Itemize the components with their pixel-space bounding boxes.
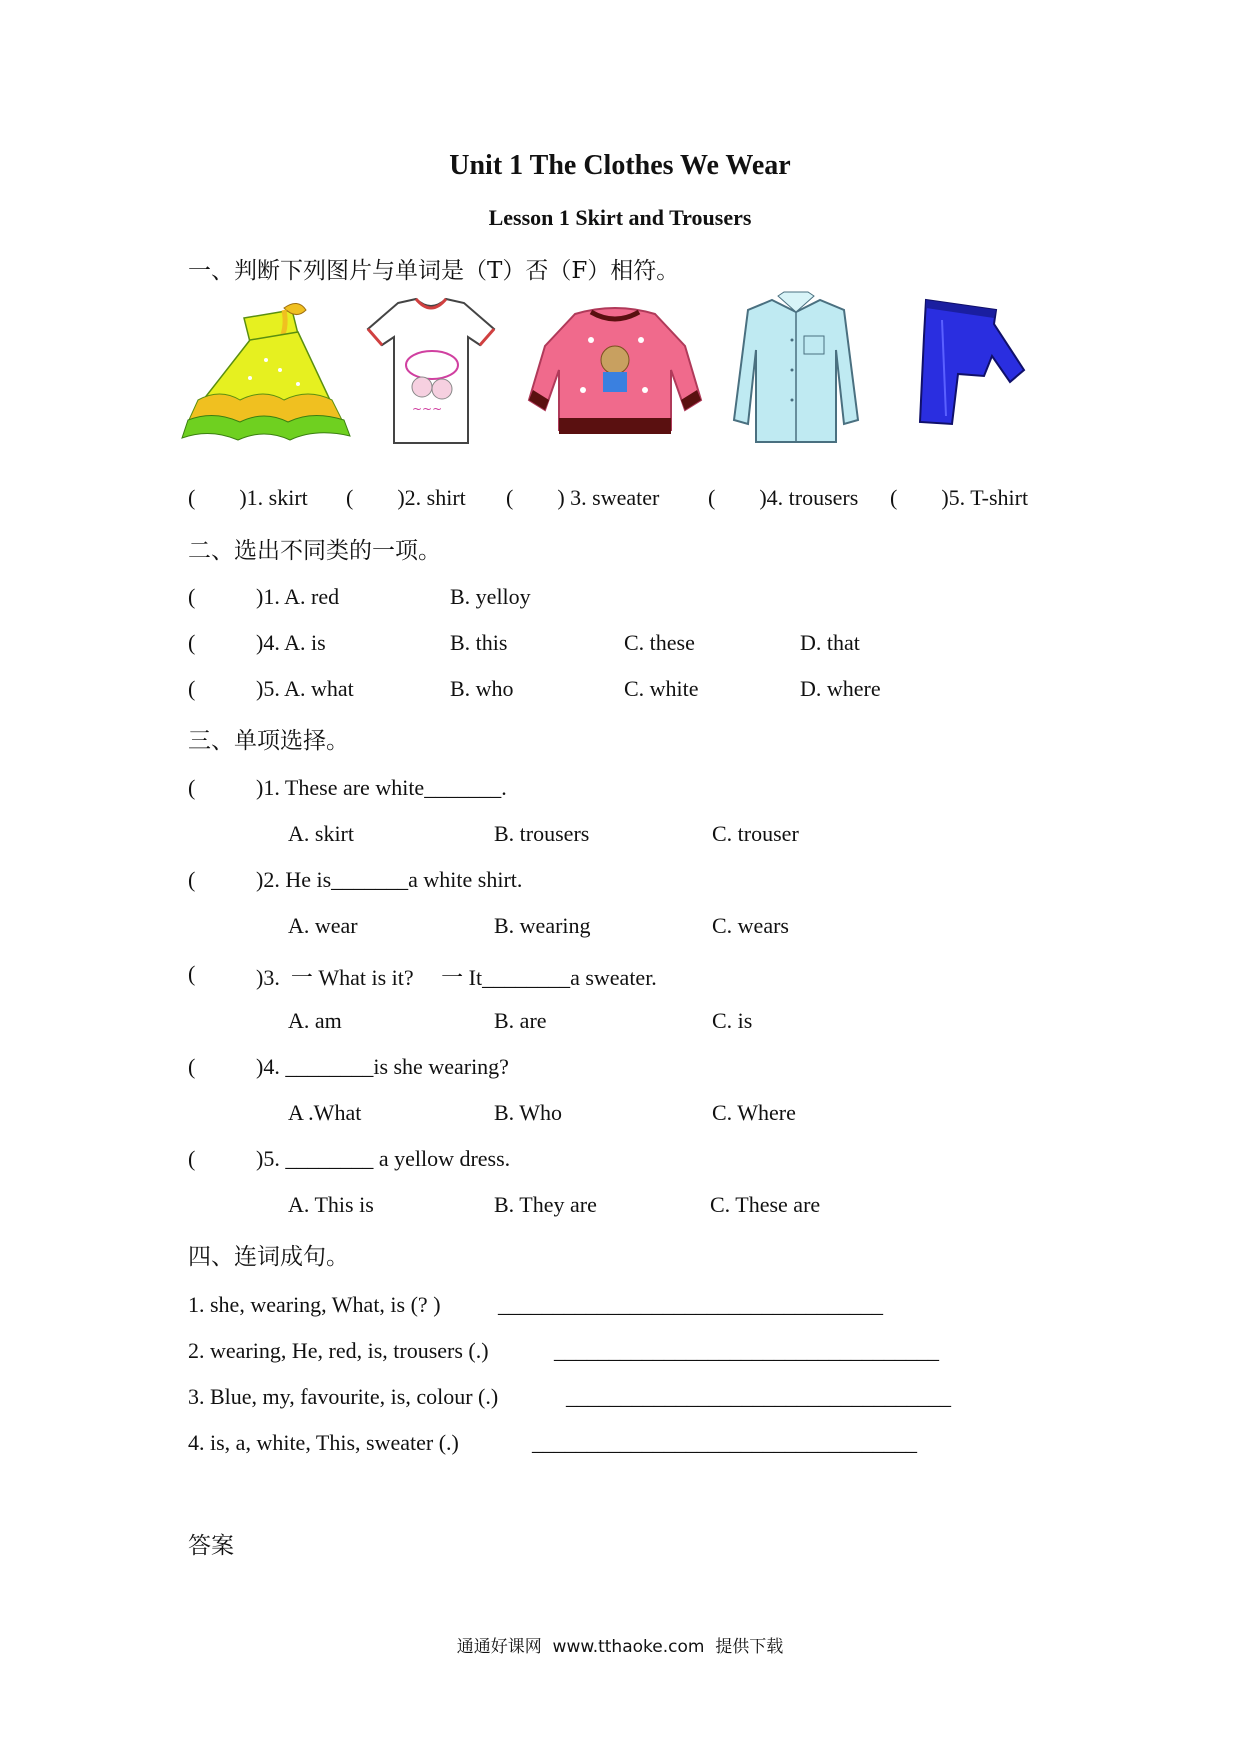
part3-q4-text: )4. ________is she wearing? bbox=[256, 1054, 509, 1079]
part2-heading: 二、选出不同类的一项。 bbox=[188, 538, 441, 564]
part3-q5-option-a: A. This is bbox=[288, 1192, 374, 1217]
part2-row3-paren: ( bbox=[188, 676, 196, 701]
part3-q4-option-b: B. Who bbox=[494, 1100, 563, 1125]
part3-q3-paren: ( bbox=[188, 961, 196, 986]
part2-row2-option-c: C. these bbox=[624, 630, 695, 655]
sweater-image bbox=[525, 300, 705, 450]
part2-row2-paren: ( bbox=[188, 630, 196, 655]
part4-item-1-blank: ___________________________________ bbox=[498, 1292, 883, 1317]
part2-row1-paren: ( bbox=[188, 584, 196, 609]
part3-q2-paren: ( bbox=[188, 867, 196, 892]
part3-q1-option-a: A. skirt bbox=[288, 821, 354, 846]
part3-q5-paren: ( bbox=[188, 1146, 196, 1171]
t-shirt-image bbox=[362, 295, 500, 450]
part4-item-4-blank: ___________________________________ bbox=[532, 1430, 917, 1455]
svg-text:~~~: ~~~ bbox=[412, 402, 443, 416]
part4-item-3: 3. Blue, my, favourite, is, colour (.) bbox=[188, 1384, 499, 1409]
part3-q3-option-b: B. are bbox=[494, 1008, 547, 1033]
part3-q4-paren: ( bbox=[188, 1054, 196, 1079]
part3-q2-option-a: A. wear bbox=[288, 913, 358, 938]
part4-item-4: 4. is, a, white, This, sweater (.) bbox=[188, 1430, 459, 1455]
part1-heading: 一、判断下列图片与单词是（T）否（F）相符。 bbox=[188, 258, 680, 284]
trousers-image bbox=[912, 296, 1032, 431]
part3-q1-paren: ( bbox=[188, 775, 196, 800]
part3-q5-option-c: C. These are bbox=[710, 1192, 821, 1217]
part3-q5-text: )5. ________ a yellow dress. bbox=[256, 1146, 511, 1171]
part3-q4-option-c: C. Where bbox=[712, 1100, 796, 1125]
lesson-subtitle: Lesson 1 Skirt and Trousers bbox=[488, 205, 752, 230]
part2-row3-question: )5. A. what bbox=[256, 676, 354, 701]
part2-row2-option-b: B. this bbox=[450, 630, 508, 655]
part1-item-4: ( )4. trousers bbox=[708, 485, 859, 510]
part3-q2-option-b: B. wearing bbox=[494, 913, 591, 938]
part4-item-2: 2. wearing, He, red, is, trousers (.) bbox=[188, 1338, 489, 1363]
part3-heading: 三、单项选择。 bbox=[188, 728, 349, 754]
part3-q4-option-a: A .What bbox=[288, 1100, 362, 1125]
part4-item-3-blank: ___________________________________ bbox=[566, 1384, 951, 1409]
part3-q3-option-a: A. am bbox=[288, 1008, 342, 1033]
part3-q3-text: )3. 一 What is it? 一 It________a sweater. bbox=[256, 965, 657, 990]
part1-item-2: ( )2. shirt bbox=[346, 485, 466, 510]
page-title: Unit 1 The Clothes We Wear bbox=[449, 150, 791, 181]
part2-row3-option-d: D. where bbox=[800, 676, 881, 701]
part1-item-1: ( )1. skirt bbox=[188, 485, 308, 510]
part1-item-5: ( )5. T-shirt bbox=[890, 485, 1029, 510]
part2-row1-question: )1. A. red bbox=[256, 584, 340, 609]
part3-q2-option-c: C. wears bbox=[712, 913, 789, 938]
shirt-image bbox=[728, 290, 864, 450]
footer-credit: 通通好课网 www.tthaoke.com 提供下载 bbox=[456, 1637, 784, 1657]
part4-item-2-blank: ___________________________________ bbox=[554, 1338, 939, 1363]
part4-item-1: 1. she, wearing, What, is (? ) bbox=[188, 1292, 441, 1317]
part2-row3-option-b: B. who bbox=[450, 676, 514, 701]
skirt-image bbox=[180, 300, 358, 450]
part3-q2-text: )2. He is_______a white shirt. bbox=[256, 867, 523, 892]
part3-q1-option-c: C. trouser bbox=[712, 821, 799, 846]
part2-row1-option-b: B. yelloy bbox=[450, 584, 531, 609]
part1-item-3: ( ) 3. sweater bbox=[506, 485, 660, 510]
part3-q5-option-b: B. They are bbox=[494, 1192, 597, 1217]
part2-row2-option-d: D. that bbox=[800, 630, 860, 655]
answers-heading: 答案 bbox=[188, 1533, 234, 1559]
part3-q1-option-b: B. trousers bbox=[494, 821, 590, 846]
part2-row2-question: )4. A. is bbox=[256, 630, 326, 655]
part2-row3-option-c: C. white bbox=[624, 676, 699, 701]
part3-q3-option-c: C. is bbox=[712, 1008, 753, 1033]
part3-q1-text: )1. These are white_______. bbox=[256, 775, 507, 800]
part4-heading: 四、连词成句。 bbox=[188, 1244, 349, 1270]
